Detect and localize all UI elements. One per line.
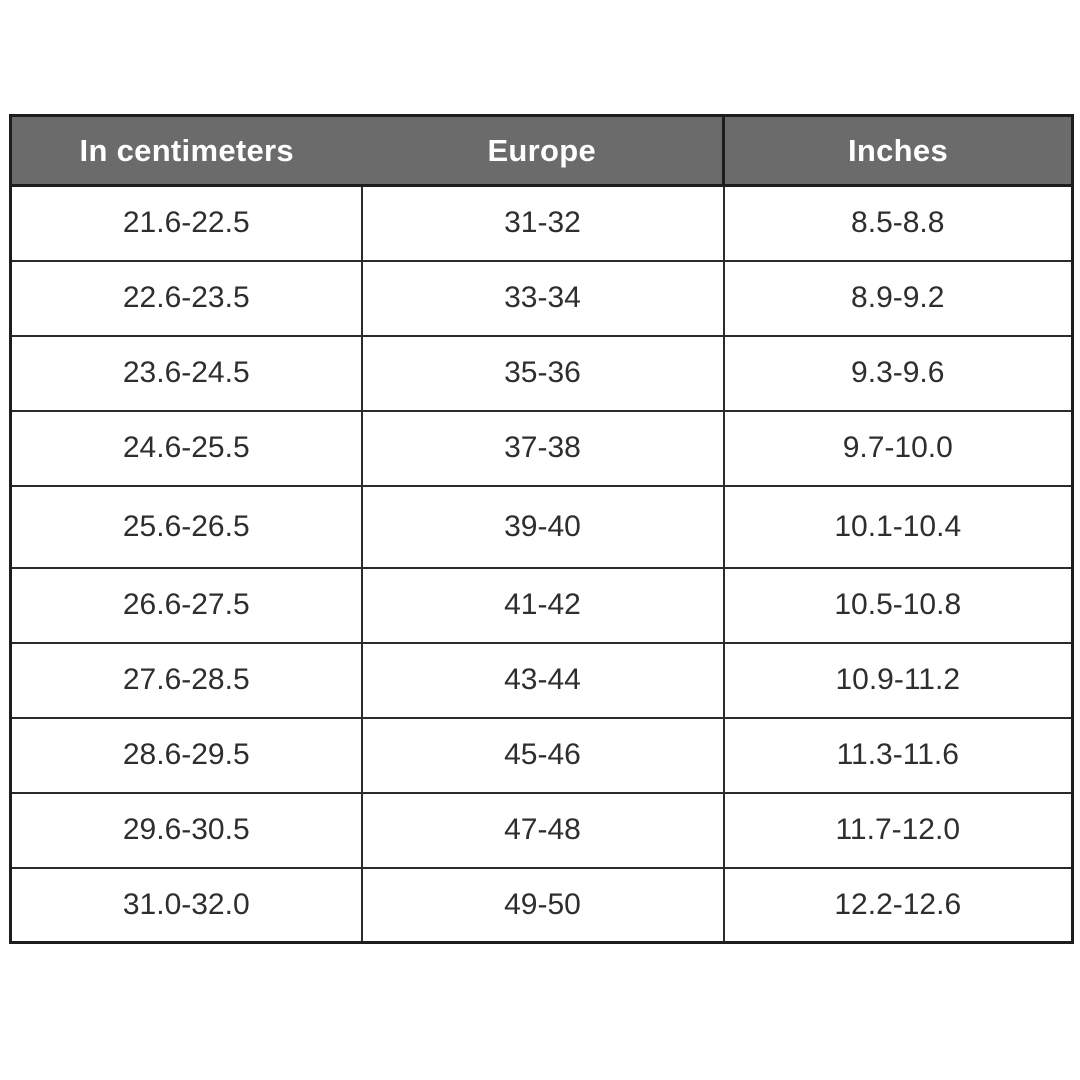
table-cell: 41-42 bbox=[362, 568, 724, 643]
table-cell: 37-38 bbox=[362, 411, 724, 486]
table-row bbox=[11, 486, 1073, 568]
column-header-centimeters: In centimeters bbox=[11, 116, 362, 186]
table-cell: 43-44 bbox=[362, 643, 724, 718]
table-row bbox=[11, 718, 1073, 793]
table-cell: 31.0-32.0 bbox=[11, 868, 362, 943]
table-cell: 10.9-11.2 bbox=[724, 643, 1073, 718]
table-row bbox=[11, 643, 1073, 718]
table-row bbox=[11, 336, 1073, 411]
table-cell: 49-50 bbox=[362, 868, 724, 943]
table-row bbox=[11, 793, 1073, 868]
table-cell: 8.5-8.8 bbox=[724, 186, 1073, 261]
table-cell: 11.7-12.0 bbox=[724, 793, 1073, 868]
header-row bbox=[11, 116, 1073, 186]
column-header-inches: Inches bbox=[724, 116, 1073, 186]
table-cell: 24.6-25.5 bbox=[11, 411, 362, 486]
table-cell: 9.7-10.0 bbox=[724, 411, 1073, 486]
table-row bbox=[11, 411, 1073, 486]
table-row bbox=[11, 868, 1073, 943]
table-header bbox=[11, 116, 1073, 186]
table-row bbox=[11, 568, 1073, 643]
table-cell: 22.6-23.5 bbox=[11, 261, 362, 336]
table-cell: 10.5-10.8 bbox=[724, 568, 1073, 643]
table-row bbox=[11, 186, 1073, 261]
table-cell: 21.6-22.5 bbox=[11, 186, 362, 261]
size-conversion-table bbox=[9, 114, 1074, 944]
table-cell: 12.2-12.6 bbox=[724, 868, 1073, 943]
table-cell: 23.6-24.5 bbox=[11, 336, 362, 411]
table-row bbox=[11, 261, 1073, 336]
table-cell: 9.3-9.6 bbox=[724, 336, 1073, 411]
table-cell: 27.6-28.5 bbox=[11, 643, 362, 718]
table-cell: 39-40 bbox=[362, 486, 724, 568]
table-cell: 25.6-26.5 bbox=[11, 486, 362, 568]
table-cell: 31-32 bbox=[362, 186, 724, 261]
table-cell: 26.6-27.5 bbox=[11, 568, 362, 643]
table-body bbox=[11, 186, 1073, 943]
table-cell: 47-48 bbox=[362, 793, 724, 868]
table-cell: 8.9-9.2 bbox=[724, 261, 1073, 336]
table-cell: 45-46 bbox=[362, 718, 724, 793]
table-cell: 28.6-29.5 bbox=[11, 718, 362, 793]
table-cell: 29.6-30.5 bbox=[11, 793, 362, 868]
table-cell: 10.1-10.4 bbox=[724, 486, 1073, 568]
table-cell: 11.3-11.6 bbox=[724, 718, 1073, 793]
column-header-europe: Europe bbox=[362, 116, 724, 186]
table-cell: 33-34 bbox=[362, 261, 724, 336]
table-cell: 35-36 bbox=[362, 336, 724, 411]
